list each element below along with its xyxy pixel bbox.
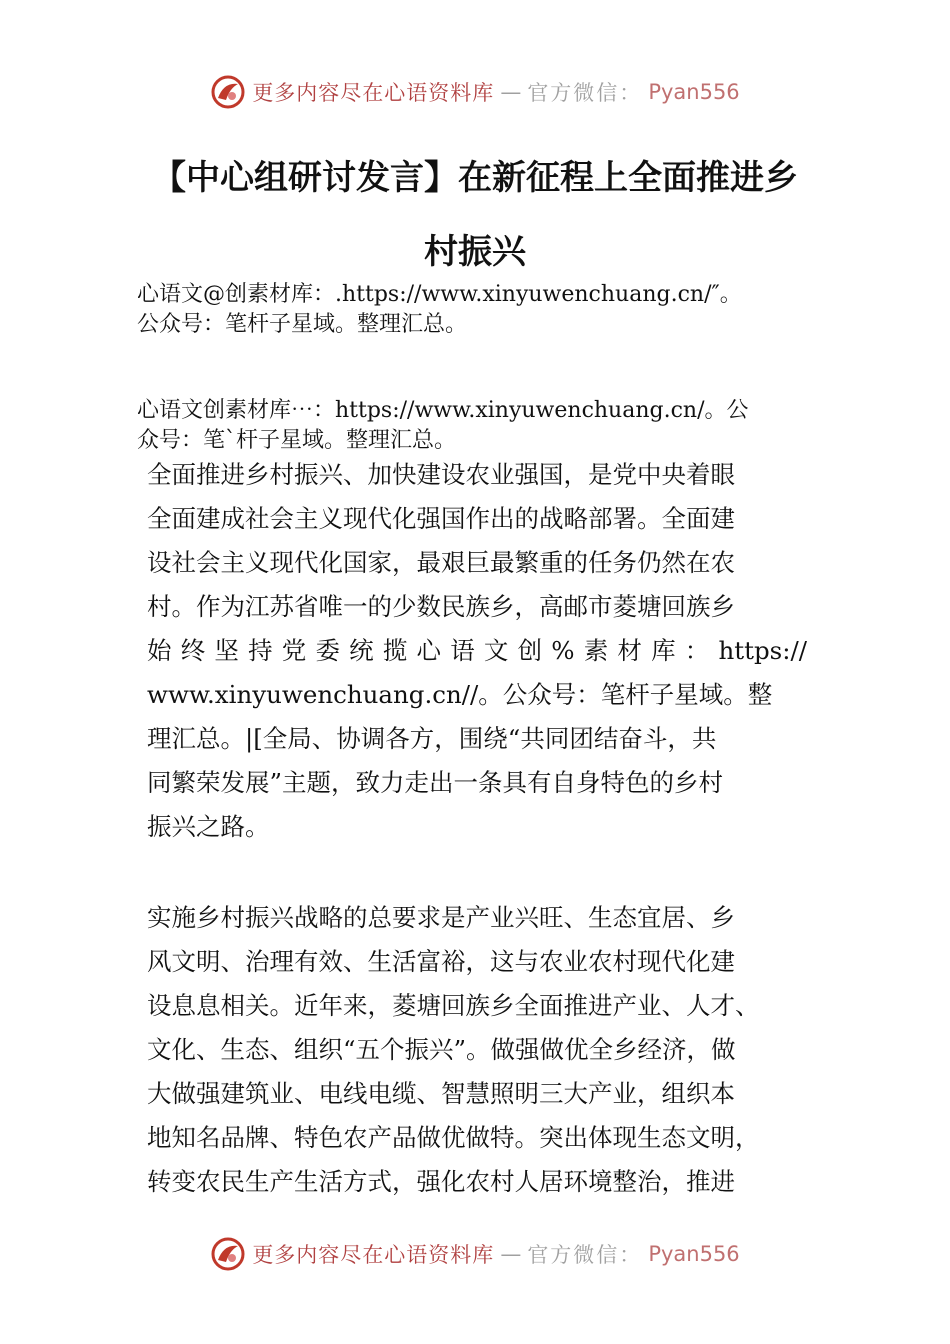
banner-separator: — bbox=[500, 1242, 522, 1266]
paragraph-2 bbox=[147, 896, 807, 1204]
paragraph-2-line: 地知名品牌、特色农产品做优做特。突出体现生态文明， bbox=[147, 1123, 760, 1152]
paragraph-1-line: 振兴之路。 bbox=[147, 812, 270, 841]
source-note-1-line-1: 心语文@创素材库：.https://www.xinyuwenchuang.cn/″。 bbox=[137, 282, 742, 307]
source-note-2-line-1: 心语文创素材库⋯：https://www.xinyuwenchuang.cn/。公 bbox=[137, 398, 749, 423]
banner-text: 更多内容尽在心语资料库 bbox=[252, 1243, 495, 1267]
banner-wechat-id: Pyan556 bbox=[648, 1242, 740, 1266]
banner-separator: — bbox=[500, 80, 522, 104]
paragraph-1-line: 理汇总。|[全局、协调各方，围绕“共同团结奋斗，共 bbox=[147, 724, 717, 753]
source-note-2-line-2: 众号：笔`杆子星域。整理汇总。 bbox=[137, 428, 457, 453]
paragraph-2-line: 转变农民生产生活方式，强化农村人居环境整治，推进 bbox=[147, 1167, 735, 1196]
paragraph-2-line: 风文明、治理有效、生活富裕，这与农业农村现代化建 bbox=[147, 947, 735, 976]
paragraph-1-line: 村。作为江苏省唯一的少数民族乡，高邮市菱塘回族乡 bbox=[147, 592, 735, 621]
paragraph-1-line: 全面推进乡村振兴、加快建设农业强国，是党中央着眼 bbox=[147, 460, 735, 489]
paragraph-1-line: 同繁荣发展”主题，致力走出一条具有自身特色的乡村 bbox=[147, 768, 724, 797]
page-title-line-1: 【中心组研讨发言】在新征程上全面推进乡 bbox=[152, 158, 798, 198]
header-banner bbox=[0, 70, 950, 114]
paragraph-2-line: 文化、生态、组织“五个振兴”。做强做优全乡经济，做 bbox=[147, 1035, 736, 1064]
paragraph-2-line: 实施乡村振兴战略的总要求是产业兴旺、生态宜居、乡 bbox=[147, 903, 735, 932]
paragraph-1 bbox=[147, 453, 807, 849]
source-note-1-line-2: 公众号：笔杆子星域。整理汇总。 bbox=[137, 312, 468, 337]
banner-wechat-id: Pyan556 bbox=[648, 80, 740, 104]
banner-wechat-label: 官方微信： bbox=[527, 1243, 643, 1267]
brand-logo-icon bbox=[210, 74, 246, 110]
banner-wechat-label: 官方微信： bbox=[527, 81, 643, 105]
paragraph-1-line: 始终坚持党委统揽心语文创%素材库：https:// bbox=[147, 636, 807, 665]
source-note-2 bbox=[137, 396, 837, 456]
source-note-1 bbox=[137, 280, 837, 340]
banner-text: 更多内容尽在心语资料库 bbox=[252, 81, 495, 105]
footer-banner bbox=[0, 1232, 950, 1276]
paragraph-1-line: www.xinyuwenchuang.cn//。公众号：笔杆子星域。整 bbox=[147, 680, 773, 709]
paragraph-1-line: 全面建成社会主义现代化强国作出的战略部署。全面建 bbox=[147, 504, 735, 533]
paragraph-2-line: 设息息相关。近年来，菱塘回族乡全面推进产业、人才、 bbox=[147, 991, 760, 1020]
brand-logo-icon bbox=[210, 1236, 246, 1272]
paragraph-2-line: 大做强建筑业、电线电缆、智慧照明三大产业，组织本 bbox=[147, 1079, 735, 1108]
page-title-line-2: 村振兴 bbox=[424, 232, 526, 272]
paragraph-1-line: 设社会主义现代化国家，最艰巨最繁重的任务仍然在农 bbox=[147, 548, 735, 577]
